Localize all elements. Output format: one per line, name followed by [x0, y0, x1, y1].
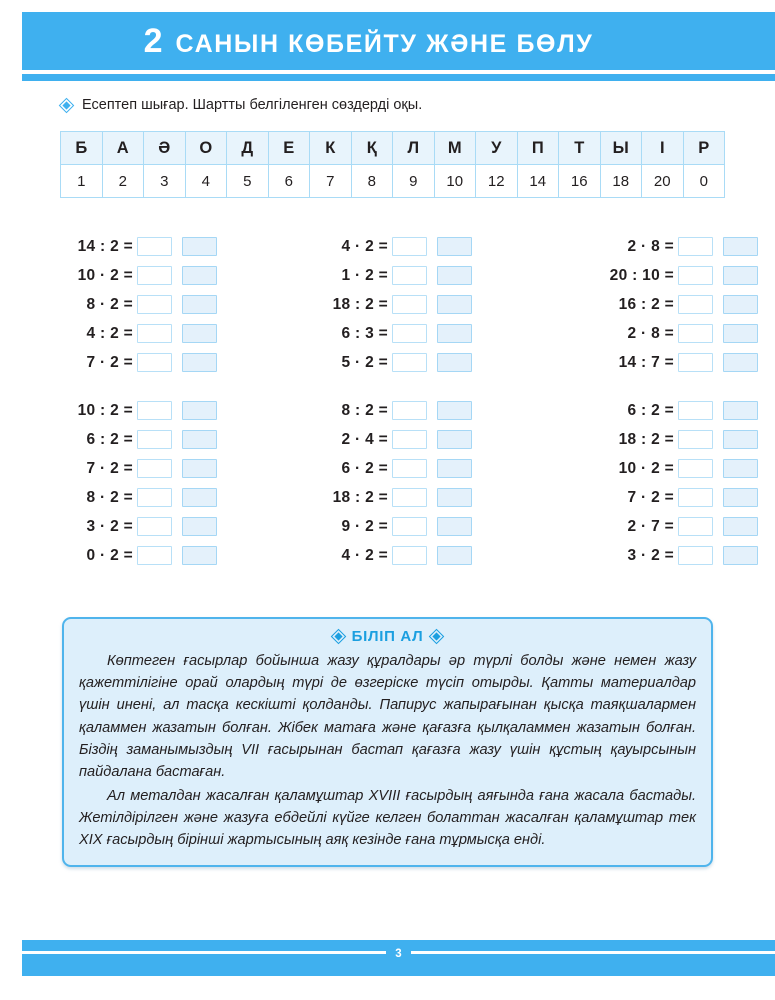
- answer-input-box[interactable]: [392, 430, 427, 449]
- equation-expression: 4 · 2 =: [341, 237, 388, 255]
- info-box-title-row: [79, 628, 696, 645]
- equation-row: [60, 261, 243, 290]
- equation-row: [60, 454, 243, 483]
- equation-row: [243, 348, 489, 377]
- answer-input-box[interactable]: [137, 324, 172, 343]
- equation-column-1: [0, 232, 243, 377]
- letter-input-box[interactable]: [437, 324, 472, 343]
- page-footer: [22, 940, 775, 976]
- equation-expression: 14 : 7 =: [618, 353, 674, 371]
- equation-row: [243, 483, 489, 512]
- equation-row: [243, 454, 489, 483]
- equation-row: [60, 483, 243, 512]
- answer-input-box[interactable]: [137, 459, 172, 478]
- equation-column-5: [243, 396, 489, 570]
- answer-input-box[interactable]: [392, 324, 427, 343]
- answer-input-box[interactable]: [137, 266, 172, 285]
- equation-row: [60, 425, 243, 454]
- letter-cell: Ы: [600, 132, 642, 165]
- equation-row: [489, 483, 775, 512]
- number-cell: 10: [434, 165, 476, 198]
- letter-input-box[interactable]: [723, 401, 758, 420]
- equation-expression: 18 : 2 =: [332, 488, 388, 506]
- number-cell: 5: [227, 165, 269, 198]
- equation-expression: 4 · 2 =: [341, 546, 388, 564]
- diamond-icon-right: [430, 630, 443, 643]
- number-cell: 12: [476, 165, 518, 198]
- answer-input-box[interactable]: [678, 488, 713, 507]
- answer-input-box[interactable]: [392, 488, 427, 507]
- equation-expression: 6 : 2 =: [86, 430, 133, 448]
- letter-input-box[interactable]: [437, 459, 472, 478]
- equation-row: [243, 261, 489, 290]
- equation-row: [243, 290, 489, 319]
- answer-input-box[interactable]: [137, 488, 172, 507]
- diamond-icon-left: [332, 630, 345, 643]
- equation-expression: 20 : 10 =: [609, 266, 674, 284]
- answer-input-box[interactable]: [678, 459, 713, 478]
- letter-cell: І: [642, 132, 684, 165]
- letter-input-box[interactable]: [723, 488, 758, 507]
- equation-row: [60, 348, 243, 377]
- answer-input-box[interactable]: [678, 237, 713, 256]
- letter-input-box[interactable]: [182, 324, 217, 343]
- letter-cell: М: [434, 132, 476, 165]
- answer-input-box[interactable]: [392, 517, 427, 536]
- equation-expression: 4 : 2 =: [86, 324, 133, 342]
- number-cell: 2: [102, 165, 144, 198]
- letter-input-box[interactable]: [723, 295, 758, 314]
- page-number: 3: [386, 946, 410, 963]
- equation-expression: 10 : 2 =: [77, 401, 133, 419]
- equation-expression: 8 : 2 =: [341, 401, 388, 419]
- letter-input-box[interactable]: [437, 488, 472, 507]
- answer-input-box[interactable]: [392, 401, 427, 420]
- equation-block-2: [0, 396, 775, 570]
- number-cell: 6: [268, 165, 310, 198]
- instruction-text: Есептеп шығар. Шартты белгіленген сөздерді оқы.: [82, 97, 423, 113]
- equation-expression: 16 : 2 =: [618, 295, 674, 313]
- equation-row: [243, 425, 489, 454]
- answer-input-box[interactable]: [678, 266, 713, 285]
- letter-input-box[interactable]: [182, 517, 217, 536]
- letter-input-box[interactable]: [723, 430, 758, 449]
- number-cell: 1: [61, 165, 103, 198]
- equation-row: [489, 319, 775, 348]
- letter-input-box[interactable]: [182, 430, 217, 449]
- info-box-title: БІЛІП АЛ: [351, 628, 424, 645]
- letter-cell: У: [476, 132, 518, 165]
- equation-column-3: [489, 232, 775, 377]
- number-cell: 18: [600, 165, 642, 198]
- number-cell: 9: [393, 165, 435, 198]
- answer-input-box[interactable]: [392, 295, 427, 314]
- letter-cell: О: [185, 132, 227, 165]
- answer-input-box[interactable]: [137, 430, 172, 449]
- number-cell: 8: [351, 165, 393, 198]
- equation-row: [489, 541, 775, 570]
- info-box: [62, 617, 713, 867]
- equation-expression: 8 · 2 =: [86, 488, 133, 506]
- letter-input-box[interactable]: [182, 295, 217, 314]
- equation-block-1: [0, 232, 775, 377]
- equation-expression: 3 · 2 =: [627, 546, 674, 564]
- exercise-area: [0, 232, 775, 570]
- answer-input-box[interactable]: [678, 295, 713, 314]
- equation-expression: 10 · 2 =: [618, 459, 674, 477]
- number-cell: 7: [310, 165, 352, 198]
- equation-expression: 7 · 2 =: [627, 488, 674, 506]
- answer-input-box[interactable]: [137, 295, 172, 314]
- letter-cell: Ә: [144, 132, 186, 165]
- letter-input-box[interactable]: [437, 430, 472, 449]
- instruction-line: [62, 97, 422, 113]
- header-accent-strip: [22, 74, 775, 81]
- equation-row: [60, 319, 243, 348]
- answer-input-box[interactable]: [678, 324, 713, 343]
- letter-input-box[interactable]: [723, 237, 758, 256]
- equation-expression: 8 · 2 =: [86, 295, 133, 313]
- equation-row: [60, 232, 243, 261]
- letter-cell: А: [102, 132, 144, 165]
- answer-input-box[interactable]: [678, 401, 713, 420]
- letter-number-key-table: [60, 131, 725, 198]
- equation-row: [489, 348, 775, 377]
- letter-input-box[interactable]: [437, 295, 472, 314]
- equation-row: [489, 232, 775, 261]
- equation-expression: 6 · 2 =: [341, 459, 388, 477]
- letter-input-box[interactable]: [437, 401, 472, 420]
- number-cell: 0: [683, 165, 725, 198]
- equation-row: [60, 396, 243, 425]
- letter-cell: Д: [227, 132, 269, 165]
- equation-expression: 14 : 2 =: [77, 237, 133, 255]
- letter-input-box[interactable]: [723, 324, 758, 343]
- equation-row: [60, 512, 243, 541]
- equation-expression: 7 · 2 =: [86, 353, 133, 371]
- equation-row: [489, 396, 775, 425]
- equation-row: [60, 290, 243, 319]
- letter-cell: Р: [683, 132, 725, 165]
- equation-row: [489, 454, 775, 483]
- equation-expression: 2 · 7 =: [627, 517, 674, 535]
- answer-input-box[interactable]: [678, 353, 713, 372]
- equation-expression: 2 · 8 =: [627, 324, 674, 342]
- letter-input-box[interactable]: [723, 266, 758, 285]
- letter-cell: Л: [393, 132, 435, 165]
- page-header: [22, 12, 775, 81]
- equation-expression: 6 : 2 =: [627, 401, 674, 419]
- answer-input-box[interactable]: [137, 237, 172, 256]
- equation-expression: 2 · 8 =: [627, 237, 674, 255]
- letter-input-box[interactable]: [723, 546, 758, 565]
- letter-input-box[interactable]: [437, 517, 472, 536]
- number-cell: 20: [642, 165, 684, 198]
- letter-input-box[interactable]: [437, 353, 472, 372]
- equation-row: [243, 541, 489, 570]
- letter-input-box[interactable]: [437, 266, 472, 285]
- equation-row: [489, 290, 775, 319]
- answer-input-box[interactable]: [678, 517, 713, 536]
- answer-input-box[interactable]: [392, 237, 427, 256]
- page-title: САНЫН КӨБЕЙТУ ЖӘНЕ БӨЛУ: [175, 30, 594, 58]
- answer-input-box[interactable]: [392, 459, 427, 478]
- letter-input-box[interactable]: [182, 266, 217, 285]
- equation-row: [243, 319, 489, 348]
- footer-page-wrap: [22, 944, 775, 963]
- equation-row: [60, 541, 243, 570]
- equation-expression: 18 : 2 =: [332, 295, 388, 313]
- equation-expression: 0 · 2 =: [86, 546, 133, 564]
- answer-input-box[interactable]: [392, 353, 427, 372]
- equation-expression: 5 · 2 =: [341, 353, 388, 371]
- letter-input-box[interactable]: [182, 401, 217, 420]
- answer-input-box[interactable]: [678, 546, 713, 565]
- letter-cell: П: [517, 132, 559, 165]
- equation-column-2: [243, 232, 489, 377]
- number-cell: 4: [185, 165, 227, 198]
- answer-input-box[interactable]: [137, 401, 172, 420]
- letter-input-box[interactable]: [437, 237, 472, 256]
- table-row-numbers: [61, 165, 725, 198]
- equation-expression: 9 · 2 =: [341, 517, 388, 535]
- letter-cell: Е: [268, 132, 310, 165]
- letter-cell: Қ: [351, 132, 393, 165]
- equation-expression: 1 · 2 =: [341, 266, 388, 284]
- letter-input-box[interactable]: [182, 459, 217, 478]
- answer-input-box[interactable]: [392, 546, 427, 565]
- info-paragraph-1: Көптеген ғасырлар бойынша жазу құралдары әр түрлі болды және немен жазу қажеттілігіне орай олардың түрі де өзгеріске түсіп отырды. Қатты материалдар үшін инені, ал тасқа кескішті қолданды. Папирус жапырағынан қысқа таяқшалармен қаламмен жазатын болған. Жібек матаға және қағазға қылқаламмен жазатын болған. Біздің заманымыздың VII ғасырынан бастап қағазға жазу үшін құстың қауырсынын пайдалана бастаған.: [79, 653, 696, 780]
- equation-row: [489, 261, 775, 290]
- equation-expression: 7 · 2 =: [86, 459, 133, 477]
- letter-input-box[interactable]: [182, 546, 217, 565]
- equation-expression: 3 · 2 =: [86, 517, 133, 535]
- info-paragraph-2: Ал металдан жасалған қаламұштар XVIII ғасырдың аяғында ғана жасала бастады. Жетілдірілген және жазуға ебдейлі күйге келген болаттан жасалған қаламұштар тек XIX ғасырдың бірінші жартысының аяқ кезінде ғана тұрмысқа енді.: [79, 788, 696, 849]
- table-row-letters: [61, 132, 725, 165]
- equation-row: [243, 396, 489, 425]
- equation-row: [489, 425, 775, 454]
- answer-input-box[interactable]: [392, 266, 427, 285]
- header-banner: [22, 12, 775, 70]
- letter-input-box[interactable]: [182, 237, 217, 256]
- answer-input-box[interactable]: [678, 430, 713, 449]
- letter-cell: Т: [559, 132, 601, 165]
- equation-expression: 18 : 2 =: [618, 430, 674, 448]
- letter-cell: К: [310, 132, 352, 165]
- equation-column-6: [489, 396, 775, 570]
- equation-expression: 10 · 2 =: [77, 266, 133, 284]
- header-title-group: [144, 24, 594, 58]
- letter-input-box[interactable]: [723, 517, 758, 536]
- answer-input-box[interactable]: [137, 517, 172, 536]
- number-cell: 16: [559, 165, 601, 198]
- letter-cell: Б: [61, 132, 103, 165]
- equation-row: [243, 232, 489, 261]
- equation-expression: 6 : 3 =: [341, 324, 388, 342]
- number-cell: 3: [144, 165, 186, 198]
- diamond-icon: [60, 99, 73, 112]
- letter-input-box[interactable]: [723, 459, 758, 478]
- letter-input-box[interactable]: [182, 353, 217, 372]
- answer-input-box[interactable]: [137, 353, 172, 372]
- lesson-number: 2: [143, 22, 163, 60]
- equation-row: [489, 512, 775, 541]
- equation-row: [243, 512, 489, 541]
- letter-input-box[interactable]: [182, 488, 217, 507]
- letter-input-box[interactable]: [437, 546, 472, 565]
- letter-input-box[interactable]: [723, 353, 758, 372]
- answer-input-box[interactable]: [137, 546, 172, 565]
- equation-column-4: [0, 396, 243, 570]
- equation-expression: 2 · 4 =: [341, 430, 388, 448]
- number-cell: 14: [517, 165, 559, 198]
